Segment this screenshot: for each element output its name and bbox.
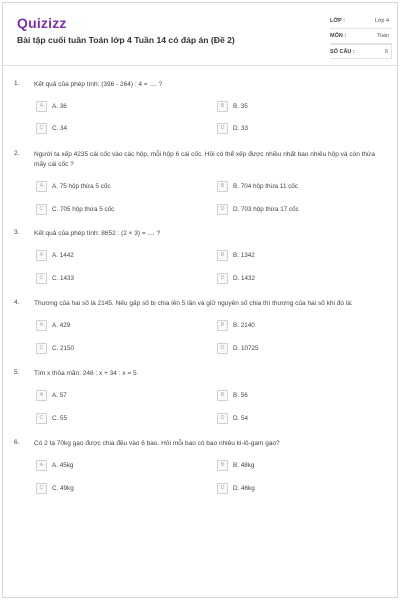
- option-letter-box: C: [36, 343, 47, 354]
- option-letter-box: D: [217, 343, 228, 354]
- question-text: Kết quả của phép tính: (396 - 264) : 4 = .... ?: [34, 81, 163, 88]
- question-number: 5.: [14, 369, 20, 376]
- meta-label-subject: MÔN :: [330, 33, 347, 39]
- question-text: Tìm x thỏa mãn: 246 : x + 34 : x = 5: [34, 370, 137, 377]
- option-text: C. 55: [52, 415, 68, 422]
- option-text: D. 10725: [233, 345, 259, 352]
- question-number: 6.: [14, 439, 20, 446]
- question-number: 1.: [14, 80, 20, 87]
- option-text: D. 33: [233, 125, 249, 132]
- question-number: 3.: [14, 229, 20, 236]
- option-text: D. 1432: [233, 275, 256, 282]
- option-letter-box: A: [36, 320, 47, 331]
- meta-value-subject: Toán: [377, 33, 389, 39]
- option-text: A. 36: [52, 103, 67, 110]
- option-letter-box: C: [36, 273, 47, 284]
- option-text: C. 2150: [52, 345, 75, 352]
- question-number: 4.: [14, 299, 20, 306]
- option-text: A. 429: [52, 322, 71, 329]
- meta-row-question-count: [330, 44, 392, 59]
- option-text: C. 1433: [52, 275, 75, 282]
- option-letter-box: C: [36, 123, 47, 134]
- option-letter-box: B: [217, 101, 228, 112]
- option-text: B. 56: [233, 392, 248, 399]
- option-letter-box: A: [36, 181, 47, 192]
- option-letter-box: C: [36, 204, 47, 215]
- meta-row-class: [330, 14, 392, 29]
- option-text: A. 75 hộp thừa 5 cốc: [52, 183, 111, 190]
- question-text: Có 2 tạ 70kg gạo được chia đều vào 6 bao. Hỏi mỗi bao có bao nhiêu ki-lô-gam gạo?: [34, 440, 280, 447]
- option-text: A. 45kg: [52, 462, 74, 469]
- option-text: C. 34: [52, 125, 68, 132]
- option-text: C. 49kg: [52, 485, 74, 492]
- option-text: B. 35: [233, 103, 248, 110]
- option-letter-box: D: [217, 123, 228, 134]
- worksheet-meta-box: [330, 14, 392, 59]
- worksheet-header: [3, 3, 397, 65]
- option-letter-box: B: [217, 250, 228, 261]
- option-text: B. 2140: [233, 322, 255, 329]
- meta-value-class: Lớp 4: [374, 18, 389, 24]
- option-letter-box: D: [217, 204, 228, 215]
- meta-value-question-count: 6: [384, 49, 388, 55]
- option-letter-box: C: [36, 413, 47, 424]
- meta-label-question-count: SỐ CÂU :: [330, 49, 355, 55]
- option-letter-box: C: [36, 483, 47, 494]
- meta-row-subject: [330, 29, 392, 44]
- option-letter-box: B: [217, 390, 228, 401]
- option-letter-box: A: [36, 390, 47, 401]
- question-text: Thương của hai số là 2145. Nếu gấp số bị chia lên 5 lần và giữ nguyên số chia thì thương của hai số khi đó là:: [34, 300, 353, 307]
- option-letter-box: D: [217, 413, 228, 424]
- option-text: D. 703 hộp thừa 17 cốc: [233, 206, 299, 213]
- option-text: C. 705 hộp thừa 5 cốc: [52, 206, 115, 213]
- option-letter-box: A: [36, 101, 47, 112]
- option-text: B. 704 hộp thừa 11 cốc: [233, 183, 299, 190]
- quizizz-logo: Quizizz: [17, 15, 67, 31]
- option-letter-box: B: [217, 181, 228, 192]
- option-text: A. 1442: [52, 252, 74, 259]
- option-letter-box: B: [217, 460, 228, 471]
- question-text: Người ta xếp 4235 cái cốc vào các hộp, mỗi hộp 6 cái cốc. Hỏi có thể xếp được nhiều nhất bao nhiêu hộp và còn thừa mấy cái cốc ?: [34, 151, 376, 168]
- option-letter-box: D: [217, 273, 228, 284]
- worksheet-page: [2, 2, 398, 598]
- option-text: B. 48kg: [233, 462, 255, 469]
- option-text: B. 1342: [233, 252, 255, 259]
- option-letter-box: D: [217, 483, 228, 494]
- option-text: A. 57: [52, 392, 67, 399]
- header-divider: [3, 65, 397, 66]
- worksheet-title: Bài tập cuối tuần Toán lớp 4 Tuần 14 có đáp án (Đề 2): [17, 35, 235, 45]
- option-text: D. 54: [233, 415, 249, 422]
- option-letter-box: A: [36, 460, 47, 471]
- meta-label-class: LỚP :: [330, 18, 345, 24]
- option-letter-box: A: [36, 250, 47, 261]
- option-text: D. 46kg: [233, 485, 255, 492]
- option-letter-box: B: [217, 320, 228, 331]
- question-text: Kết quả của phép tính: 8652 : (2 × 3) = .... ?: [34, 230, 161, 237]
- question-number: 2.: [14, 150, 20, 157]
